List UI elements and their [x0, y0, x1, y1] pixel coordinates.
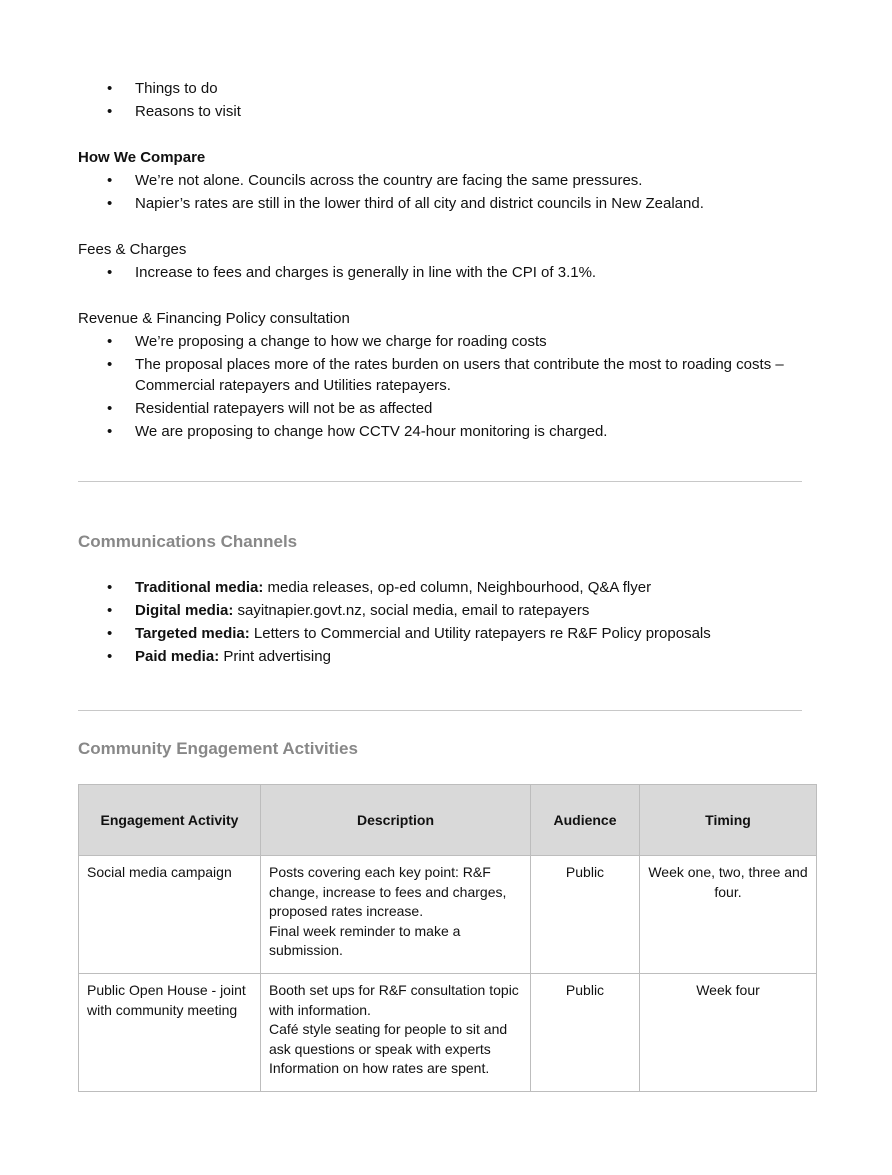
list-item: • The proposal places more of the rates burden on users that contribute the most to roading costs – Commercial ratepayers and Utilities ratepayers. — [78, 354, 815, 396]
revenue-list — [78, 331, 818, 442]
list-item: • Increase to fees and charges is generally in line with the CPI of 3.1%. — [78, 262, 825, 283]
channel-label: Digital media: — [135, 602, 234, 619]
table-row — [79, 974, 817, 1092]
description-cell — [261, 974, 531, 1092]
engagement-heading: Community Engagement Activities — [78, 739, 358, 758]
list-item: • Reasons to visit — [78, 101, 825, 122]
channel-text: sayitnapier.govt.nz, social media, email to ratepayers — [233, 602, 590, 619]
list-item — [78, 577, 825, 598]
timing-cell: Week four — [640, 974, 817, 1092]
compare-list — [78, 170, 818, 214]
channels-heading: Communications Channels — [78, 532, 298, 551]
description-line: Booth set ups for R&F consultation topic with information. — [269, 982, 519, 1018]
description-cell — [261, 856, 531, 974]
column-header: Description — [261, 785, 531, 856]
revenue-heading: Revenue & Financing Policy consultation — [78, 310, 350, 327]
top-bullet-list — [78, 78, 818, 122]
list-item — [78, 646, 825, 667]
channel-label: Traditional media: — [135, 579, 264, 596]
column-header: Audience — [531, 785, 640, 856]
list-item: • We’re not alone. Councils across the country are facing the same pressures. — [78, 170, 825, 191]
channel-text: Print advertising — [219, 648, 331, 665]
table-row — [79, 856, 817, 974]
column-header: Timing — [640, 785, 817, 856]
column-header: Engagement Activity — [79, 785, 261, 856]
description-line: Posts covering each key point: R&F change, increase to fees and charges, proposed rates increase. — [269, 864, 507, 919]
channels-list — [78, 577, 818, 667]
fees-heading: Fees & Charges — [78, 241, 187, 258]
activity-cell: Social media campaign — [79, 856, 261, 974]
channel-text: Letters to Commercial and Utility ratepayers re R&F Policy proposals — [249, 625, 711, 642]
compare-heading: How We Compare — [78, 149, 206, 166]
audience-cell: Public — [531, 856, 640, 974]
section-divider — [78, 710, 802, 711]
fees-list — [78, 262, 818, 283]
audience-cell: Public — [531, 974, 640, 1092]
description-line: Information on how rates are spent. — [269, 1060, 490, 1076]
engagement-table — [78, 784, 817, 1092]
list-item: • We are proposing to change how CCTV 24-hour monitoring is charged. — [78, 421, 825, 442]
table-header-row — [79, 785, 817, 856]
list-item: • Things to do — [78, 78, 825, 99]
list-item: • Residential ratepayers will not be as affected — [78, 398, 825, 419]
timing-cell: Week one, two, three and four. — [640, 856, 817, 974]
description-line: Café style seating for people to sit and ask questions or speak with experts — [269, 1021, 508, 1057]
list-item — [78, 600, 825, 621]
list-item: • Napier’s rates are still in the lower third of all city and district councils in New Zealand. — [78, 193, 825, 214]
description-line: Final week reminder to make a submission. — [269, 922, 461, 958]
list-item: • We’re proposing a change to how we charge for roading costs — [78, 331, 825, 352]
channel-label: Paid media: — [135, 648, 220, 665]
channel-label: Targeted media: — [135, 625, 250, 642]
channel-text: media releases, op-ed column, Neighbourhood, Q&A flyer — [263, 579, 652, 596]
list-item — [78, 623, 825, 644]
section-divider — [78, 481, 802, 482]
activity-cell: Public Open House - joint with community meeting — [79, 974, 261, 1092]
